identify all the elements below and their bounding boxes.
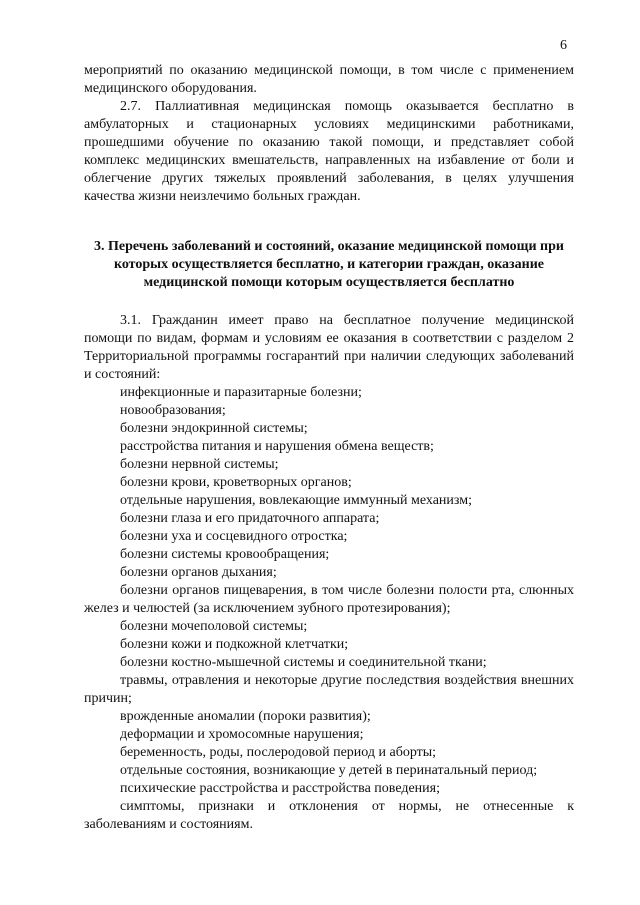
list-item: болезни органов пищеварения, в том числе болезни полости рта, слюнных желез и челюстей (за исключением зубного протезирования); <box>84 583 574 616</box>
list-item: отдельные состояния, возникающие у детей в перинатальный период; <box>120 763 538 778</box>
list-item: болезни органов дыхания; <box>120 565 277 580</box>
page-number: 6 <box>560 38 567 53</box>
list-item: болезни глаза и его придаточного аппарата; <box>120 511 380 526</box>
list-item: расстройства питания и нарушения обмена веществ; <box>120 439 434 454</box>
list-item: отдельные нарушения, вовлекающие иммунный механизм; <box>120 493 472 508</box>
paragraph-3-1: 3.1. Гражданин имеет право на бесплатное получение медицинской помощи по видам, формам и условиям ее оказания в соответствии с разделом 2 Территориальной программы госгарантий при наличии следующих заболеваний и состояний: <box>84 313 574 382</box>
list-item: новообразования; <box>120 403 226 418</box>
disease-list <box>84 384 574 834</box>
list-item: болезни крови, кроветворных органов; <box>120 475 352 490</box>
list-item: травмы, отравления и некоторые другие последствия воздействия внешних причин; <box>84 673 574 706</box>
list-item: деформации и хромосомные нарушения; <box>120 727 364 742</box>
list-item: беременность, роды, послеродовой период и аборты; <box>120 745 437 760</box>
list-item: болезни эндокринной системы; <box>120 421 308 436</box>
section-3-heading: 3. Перечень заболеваний и состояний, оказание медицинской помощи при которых осуществляется бесплатно, и категории граждан, оказание медицинской помощи которым осуществляется бесплатно <box>94 239 564 290</box>
list-item: болезни системы кровообращения; <box>120 547 330 562</box>
list-item: болезни костно-мышечной системы и соединительной ткани; <box>120 655 487 670</box>
list-item: болезни мочеполовой системы; <box>120 619 308 634</box>
paragraph-continuation: мероприятий по оказанию медицинской помощи, в том числе с применением медицинского оборудования. <box>84 63 574 96</box>
paragraph-2-7: 2.7. Паллиативная медицинская помощь оказывается бесплатно в амбулаторных и стационарных условиях медицинскими работниками, прошедшими обучение по оказанию такой помощи, и представляет собой комплекс медицинских вмешательств, направленных на избавление от боли и облегчение других тяжелых проявлений заболевания, в целях улучшения качества жизни неизлечимо больных граждан. <box>84 99 574 204</box>
list-item: инфекционные и паразитарные болезни; <box>120 385 362 400</box>
list-item: болезни кожи и подкожной клетчатки; <box>120 637 349 652</box>
document-body <box>84 62 574 834</box>
list-item: психические расстройства и расстройства поведения; <box>120 781 440 796</box>
list-item: болезни уха и сосцевидного отростка; <box>120 529 348 544</box>
list-item: врожденные аномалии (пороки развития); <box>120 709 371 724</box>
list-item: болезни нервной системы; <box>120 457 279 472</box>
list-item: симптомы, признаки и отклонения от нормы, не отнесенные к заболеваниям и состояниям. <box>84 799 574 832</box>
